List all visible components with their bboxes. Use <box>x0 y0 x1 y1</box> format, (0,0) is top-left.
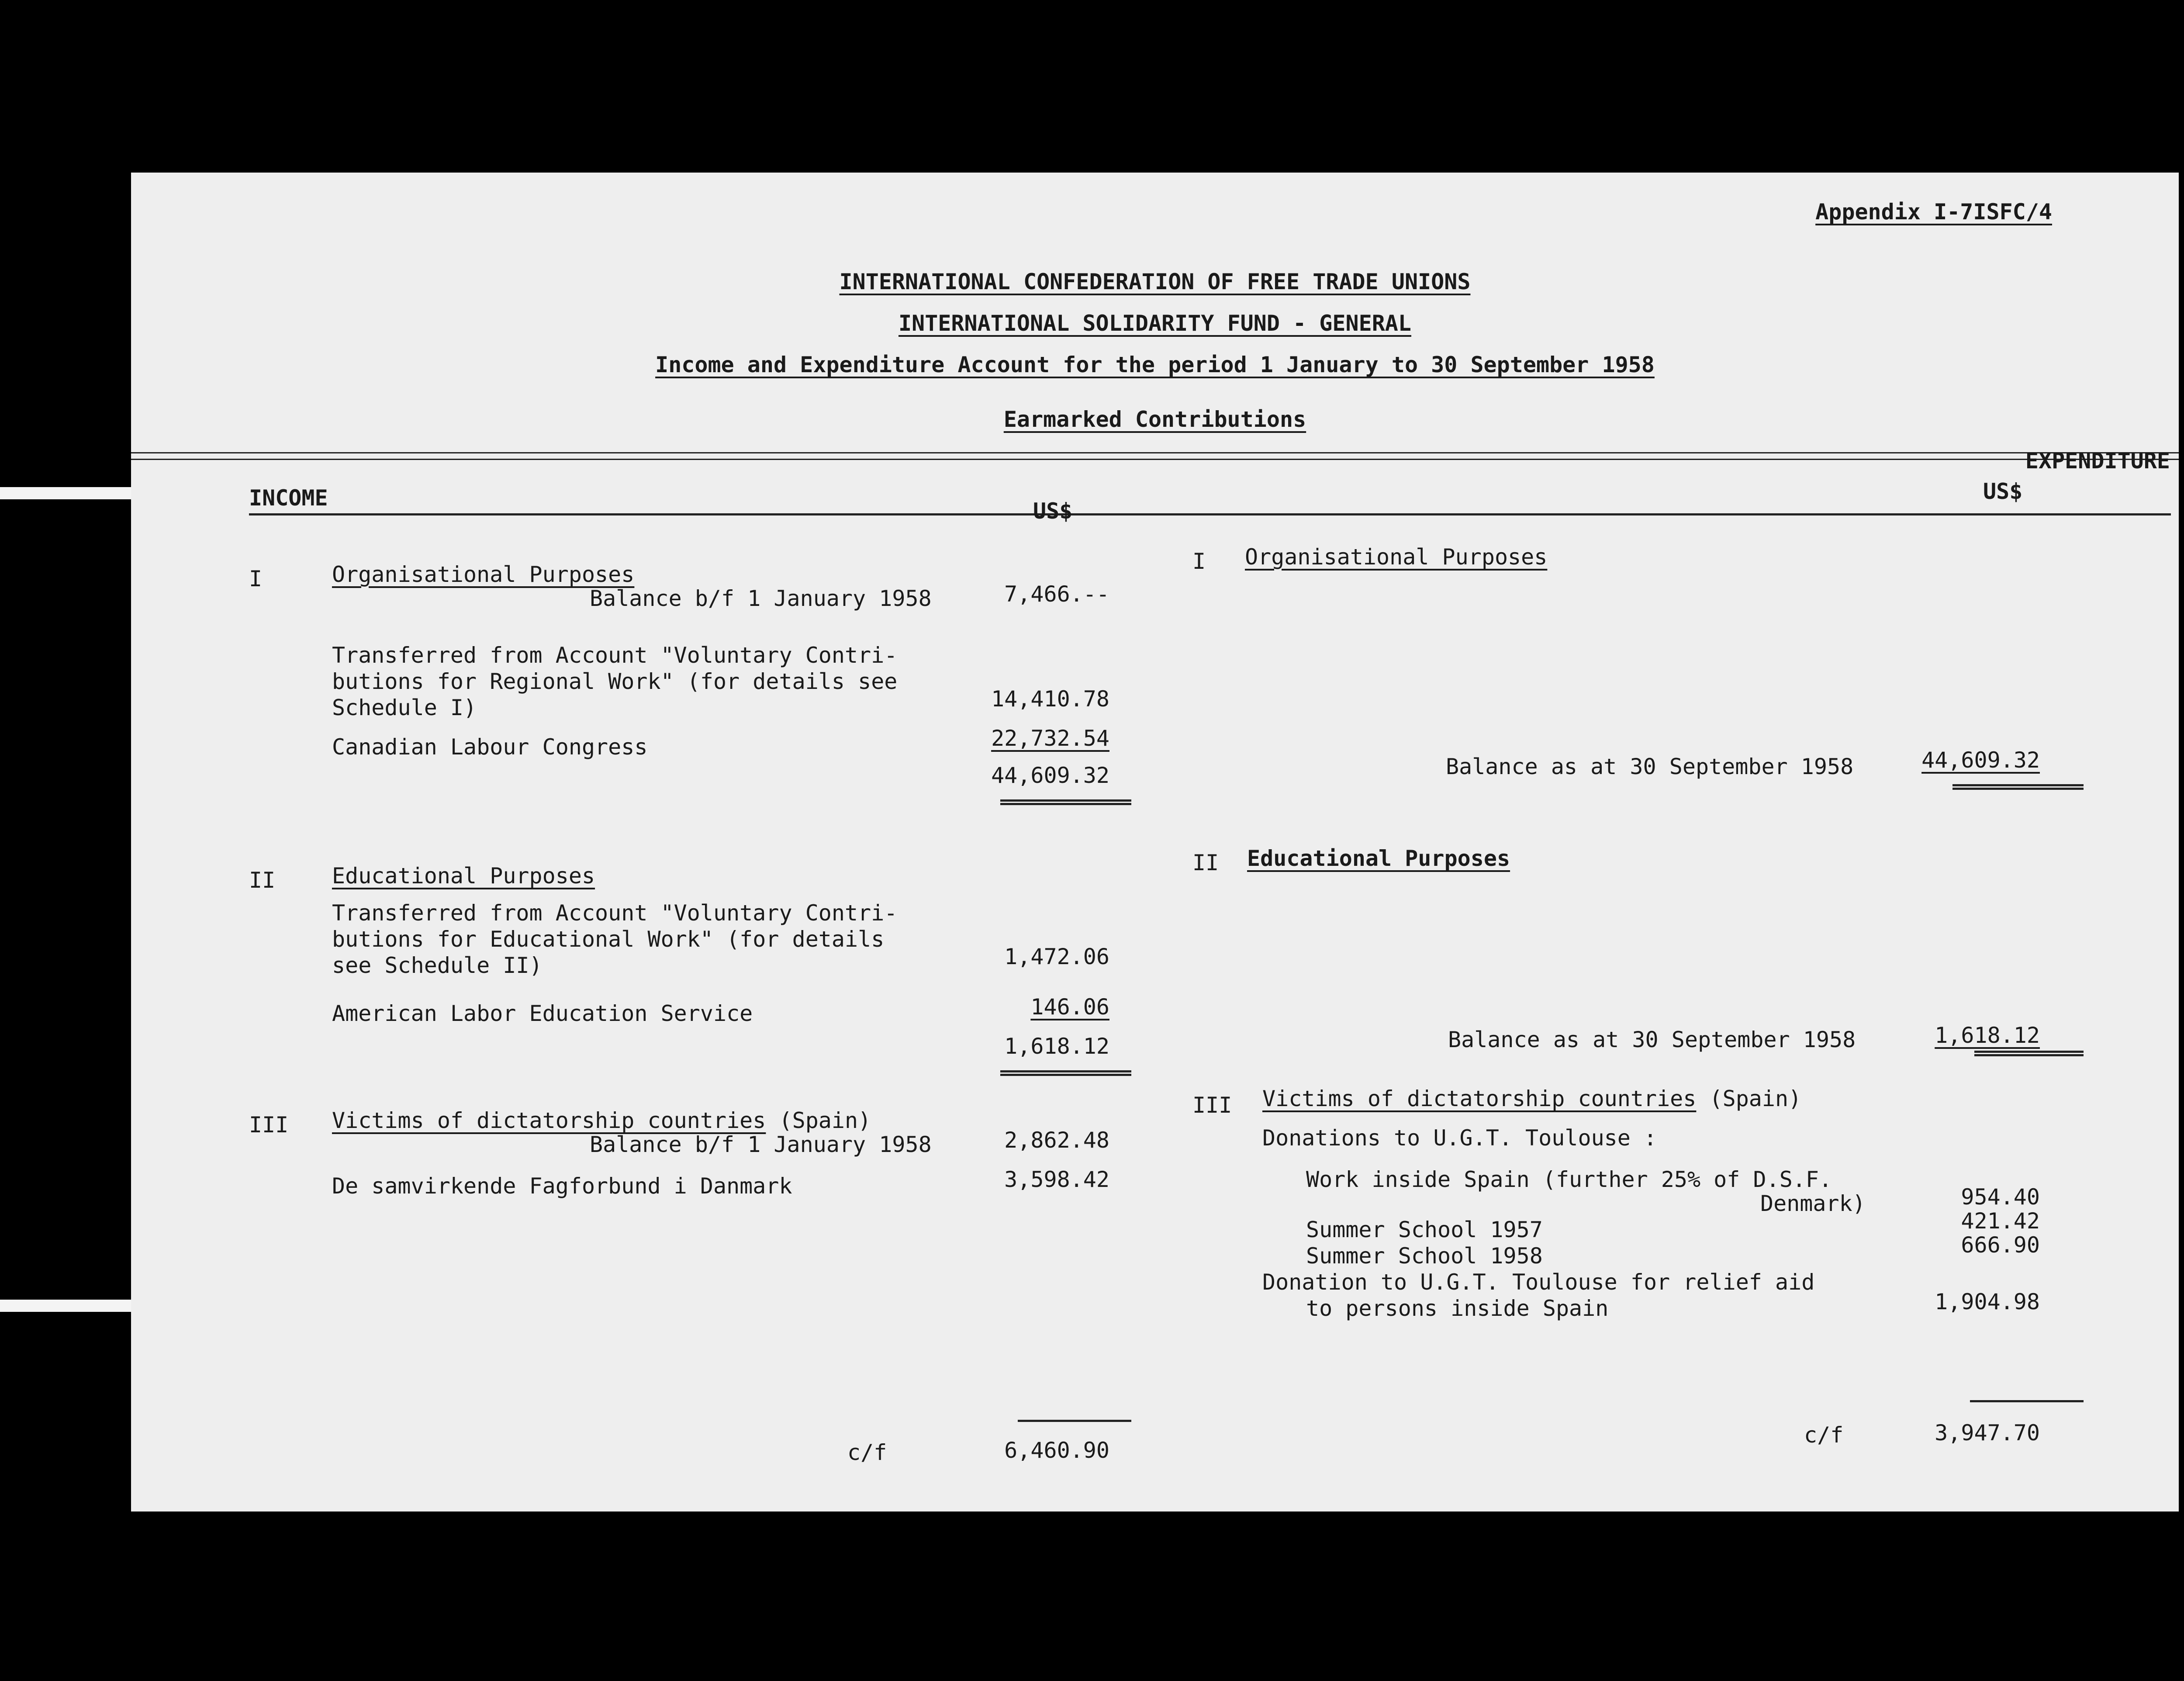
income-section-2-numeral: II <box>249 868 276 893</box>
income-section-3-danmark-label: De samvirkende Fagforbund i Danmark <box>332 1173 792 1199</box>
income-currency: US$ <box>1033 498 1073 524</box>
appendix-reference: Appendix I-7ISFC/4 <box>1815 199 2052 225</box>
income-cf-rule <box>1018 1420 1131 1422</box>
income-section-2-ales-label: American Labor Education Service <box>332 1001 753 1026</box>
document-page <box>131 173 2179 1512</box>
org-title-text: INTERNATIONAL CONFEDERATION OF FREE TRADE UNIONS <box>839 269 1471 294</box>
income-section-1-balance-amount: 7,466.-- <box>1004 581 1109 607</box>
expenditure-section-3-title: Victims of dictatorship countries <box>1262 1086 1697 1111</box>
expenditure-cf-label: c/f <box>1804 1422 1844 1448</box>
income-section-2-transfer-line-1: Transferred from Account "Voluntary Contri- <box>332 900 898 926</box>
expenditure-work-inside-spain-line-1: Work inside Spain (further 25% of D.S.F. <box>1306 1167 1832 1192</box>
expenditure-donations-label: Donations to U.G.T. Toulouse : <box>1262 1125 1657 1151</box>
expenditure-section-3-title-suffix: (Spain) <box>1709 1086 1802 1111</box>
income-section-3-title-suffix: (Spain) <box>779 1108 871 1133</box>
subtitle-text: Earmarked Contributions <box>1003 407 1306 432</box>
expenditure-summer-school-1957-amount: 421.42 <box>1961 1208 2040 1234</box>
expenditure-relief-aid-line-2: to persons inside Spain <box>1306 1296 1609 1321</box>
income-section-2-transfer-amount: 1,472.06 <box>1004 944 1109 969</box>
income-section-3-danmark-amount: 3,598.42 <box>1004 1167 1109 1192</box>
expenditure-relief-aid-amount: 1,904.98 <box>1935 1289 2040 1314</box>
income-section-1-total: 44,609.32 <box>991 763 1109 788</box>
income-section-1-title: Organisational Purposes <box>332 562 635 587</box>
subtitle <box>131 406 2179 432</box>
expenditure-section-1-balance-amount: 44,609.32 <box>1921 747 2040 773</box>
expenditure-section-2-balance-amount: 1,618.12 <box>1935 1023 2040 1048</box>
fund-title <box>131 310 2179 336</box>
film-edge-mark-left-bottom <box>0 1300 131 1312</box>
expenditure-summer-school-1957-label: Summer School 1957 <box>1306 1217 1543 1242</box>
expenditure-cf-rule <box>1970 1400 2084 1402</box>
org-title <box>131 269 2179 295</box>
income-section-1-transfer-amount: 14,410.78 <box>991 686 1109 712</box>
income-section-3-balance-amount: 2,862.48 <box>1004 1128 1109 1153</box>
income-section-2-total-rule <box>1000 1070 1131 1076</box>
expenditure-section-1-total-rule <box>1952 784 2084 790</box>
expenditure-relief-aid-line-1: Donation to U.G.T. Toulouse for relief aid <box>1262 1269 1815 1295</box>
income-section-1-numeral: I <box>249 566 263 591</box>
expenditure-section-2-title: Educational Purposes <box>1247 846 1510 871</box>
film-edge-mark-left-top <box>0 487 131 499</box>
expenditure-section-3-numeral: III <box>1192 1093 1232 1118</box>
income-section-2-ales-amount: 146.06 <box>1030 994 1109 1020</box>
period-title <box>131 352 2179 378</box>
income-section-3-title: Victims of dictatorship countries <box>332 1108 766 1133</box>
expenditure-summer-school-1958-amount: 666.90 <box>1961 1232 2040 1258</box>
income-section-1-transfer-line-2: butions for Regional Work" (for details see <box>332 669 898 694</box>
expenditure-header: EXPENDITURE <box>2025 448 2170 474</box>
income-section-2-title: Educational Purposes <box>332 863 595 889</box>
expenditure-section-3-heading <box>1262 1086 1801 1112</box>
income-section-1-total-rule <box>1000 799 1131 805</box>
expenditure-work-inside-spain-line-2: Denmark) <box>1760 1191 1866 1216</box>
header-rule-top <box>131 452 2179 453</box>
income-cf-label: c/f <box>847 1440 887 1465</box>
income-section-1-balance-label: Balance b/f 1 January 1958 <box>590 586 932 611</box>
income-section-2-transfer-line-2: butions for Educational Work" (for details <box>332 927 885 952</box>
expenditure-section-1-title: Organisational Purposes <box>1245 544 1548 570</box>
column-header-rule <box>249 513 2171 515</box>
income-section-1-clc-amount: 22,732.54 <box>991 726 1109 751</box>
expenditure-currency: US$ <box>1983 479 2023 504</box>
income-section-1-transfer-line-1: Transferred from Account "Voluntary Contri- <box>332 643 898 668</box>
fund-title-text: INTERNATIONAL SOLIDARITY FUND - GENERAL <box>898 311 1411 336</box>
expenditure-section-2-total-rule <box>1974 1051 2084 1056</box>
income-section-2-total: 1,618.12 <box>1004 1034 1109 1059</box>
expenditure-work-inside-spain-amount: 954.40 <box>1961 1184 2040 1210</box>
income-header: INCOME <box>249 485 328 511</box>
expenditure-section-2-numeral: II <box>1192 850 1219 875</box>
income-cf-amount: 6,460.90 <box>1004 1438 1109 1463</box>
income-section-2-transfer-line-3: see Schedule II) <box>332 953 543 978</box>
income-section-3-numeral: III <box>249 1112 289 1138</box>
income-section-1-transfer-line-3: Schedule I) <box>332 695 477 720</box>
expenditure-cf-amount: 3,947.70 <box>1935 1420 2040 1446</box>
period-title-text: Income and Expenditure Account for the period 1 January to 30 September 1958 <box>655 352 1655 377</box>
expenditure-summer-school-1958-label: Summer School 1958 <box>1306 1243 1543 1269</box>
income-section-3-heading <box>332 1107 871 1134</box>
expenditure-section-1-balance-label: Balance as at 30 September 1958 <box>1446 754 1854 779</box>
income-section-1-clc-label: Canadian Labour Congress <box>332 734 648 760</box>
header-rule-bottom <box>131 459 2179 460</box>
income-section-3-balance-label: Balance b/f 1 January 1958 <box>590 1132 932 1157</box>
expenditure-section-1-numeral: I <box>1192 549 1206 574</box>
expenditure-section-2-balance-label: Balance as at 30 September 1958 <box>1448 1027 1856 1052</box>
